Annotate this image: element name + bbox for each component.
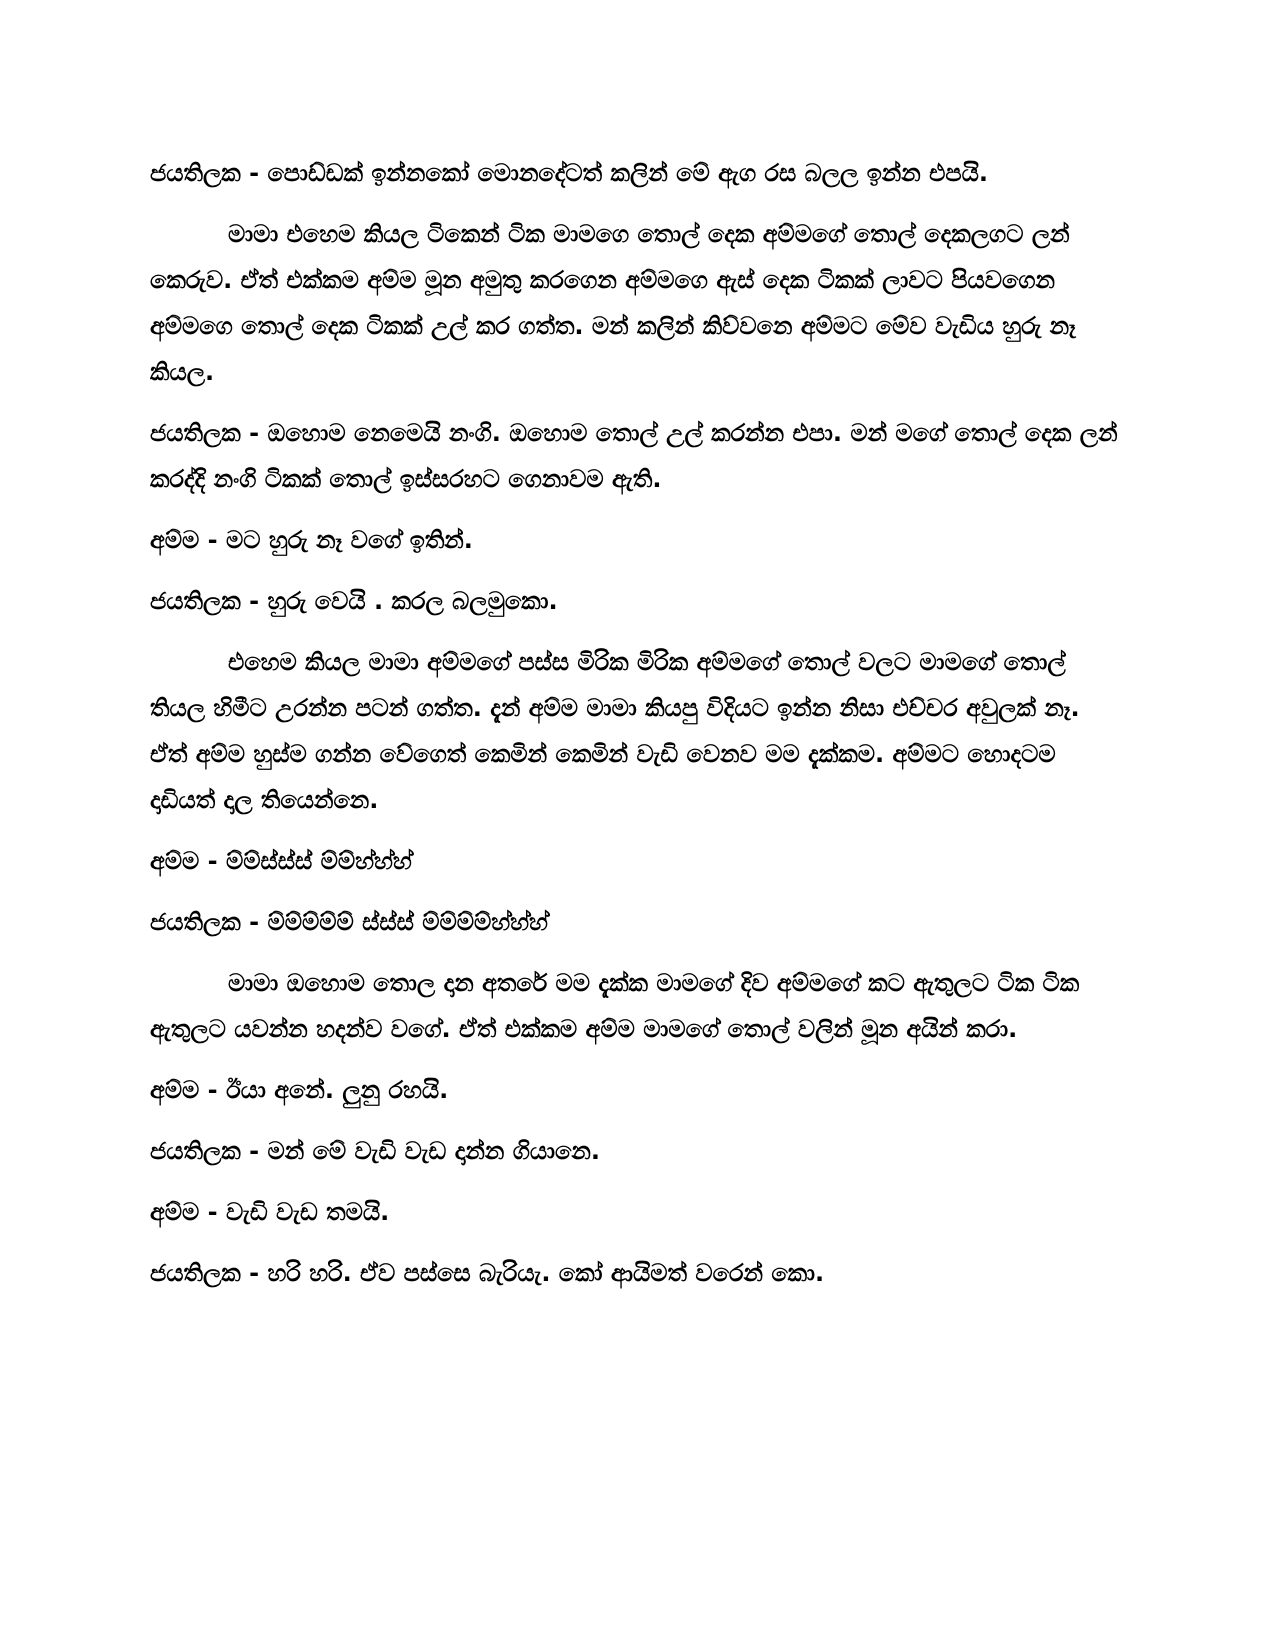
dialogue-paragraph: ජයතිලක - ඔහොම නෙමෙයි නංගි. ඔහොම තොල් උල් කරන්න එපා. මන් මගේ තොල් දෙක ලන් කරද්දි නංගි ටිකක් තොල් ඉස්සරහට ගෙනාවම ඇති.	[150, 419, 1118, 493]
dialogue-paragraph: ජයතිලක - මන් මේ වැඩි වැඩ දාන්න ගියානෙ.	[150, 1137, 600, 1165]
narration-paragraph: මාමා ඔහොම තොල දාන අතරේ මම දැක්ක මාමගේ දිව අම්මගේ කට ඇතුලට ටික ටික ඇතුලට යවන්න හදන්ව වගේ. ඒත් එක්කම අම්ම මාමගේ තොල් වලින් මූන අයින් කරා.	[150, 969, 1080, 1043]
document-page	[150, 150, 1125, 1311]
dialogue-paragraph: අම්ම - වැඩි වැඩ තමයි.	[150, 1198, 390, 1226]
narration-paragraph: මාමා එහෙම කියල ටිකෙන් ටික මාමගෙ තොල් දෙක අම්මගේ තොල් දෙකලගට ලන් කෙරුව. ඒත් එක්කම අම්ම මූන අමුතු කරගෙන අම්මගෙ ඇස් දෙක ටිකක් ලාවට පියවගෙන අම්මගෙ තොල් දෙක ටිකක් උල් කර ගත්ත. මන් කලින් කිව්වනෙ අම්මට මේව වැඩිය හුරු නෑ කියල.	[150, 220, 1076, 386]
dialogue-paragraph: අම්ම - ම්ම්ස්ස්ස් ම්ම්හ්හ්හ්	[150, 847, 412, 875]
dialogue-paragraph: අම්ම - ඊයා අනේ. ලුනු රහයි.	[150, 1076, 449, 1104]
dialogue-paragraph: ජයතිලක - හුරු වෙයි . කරල බලමුකො.	[150, 587, 558, 615]
narration-paragraph: එහෙම කියල මාමා අම්මගේ පස්ස මිරික මිරික අම්මගේ තොල් වලට මාමගේ තොල් තියල හිමීට උරන්න පටන් ගත්ත. දැන් අම්ම මාමා කියපු විදියට ඉන්න නිසා එච්චර අවුලක් නෑ. ඒත් අම්ම හුස්ම ගන්න වේගෙත් කෙමින් කෙමින් වැඩි වෙනව මම දැක්කම. අම්මට හොදටම දාඩියත් දාල තියෙන්නෙ.	[150, 648, 1080, 814]
dialogue-paragraph: අම්ම - මට හුරු නෑ වගේ ඉතින්.	[150, 526, 473, 554]
dialogue-paragraph: ජයතිලක - හරි හරි. ඒව පස්සෙ බැරියැ. කෝ ආයිමත් වරෙන් කො.	[150, 1259, 825, 1287]
dialogue-paragraph: ජයතිලක - ම්ම්ම්ම්ම් ස්ස්ස් ම්ම්ම්ම්හ්හ්හ්	[150, 908, 548, 936]
dialogue-paragraph: ජයතිලක - පොඩ්ඩක් ඉන්නකෝ මොනදේටත් කලින් මේ ඇග රස බලල ඉන්න එපයි.	[150, 159, 988, 187]
